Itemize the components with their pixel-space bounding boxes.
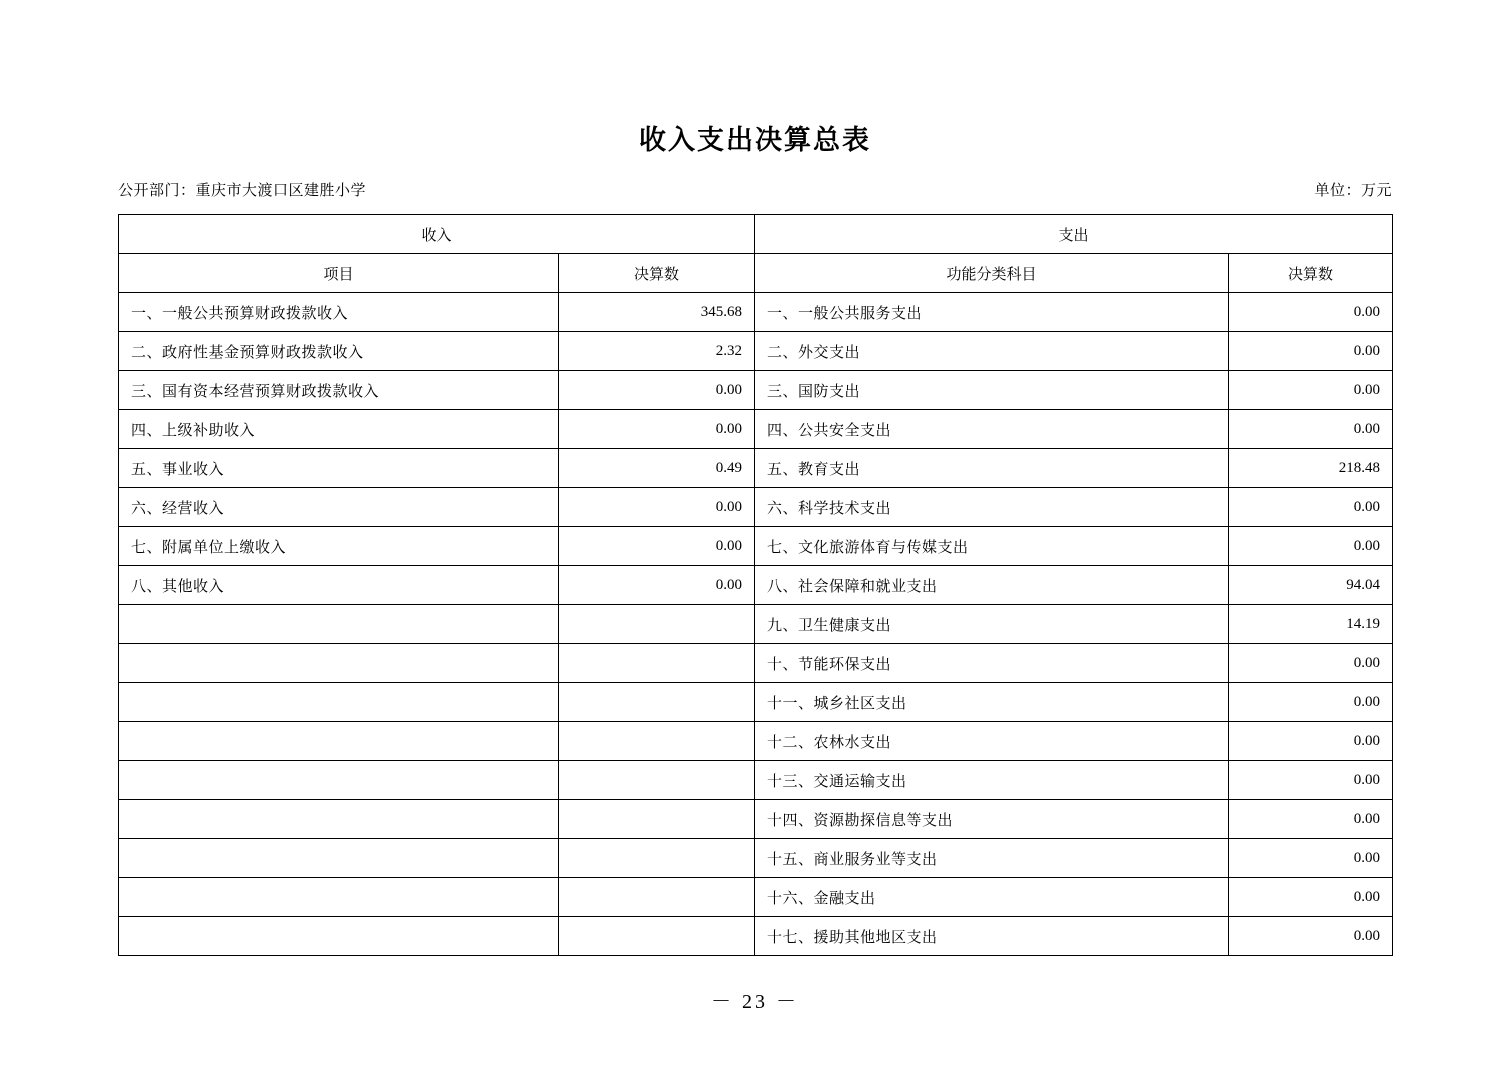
table-row (119, 683, 1393, 722)
expenditure-amount-cell: 0.00 (1229, 293, 1393, 332)
expenditure-amount-cell: 0.00 (1229, 527, 1393, 566)
expenditure-item-cell: 十六、金融支出 (755, 878, 1229, 917)
expenditure-item-cell: 二、外交支出 (755, 332, 1229, 371)
income-amount-cell: 0.00 (559, 488, 755, 527)
income-amount-cell (559, 683, 755, 722)
column-header-income-amount: 决算数 (559, 254, 755, 293)
table-row (119, 722, 1393, 761)
table-row (119, 839, 1393, 878)
income-item-cell (119, 878, 559, 917)
expenditure-amount-cell: 14.19 (1229, 605, 1393, 644)
expenditure-amount-cell: 0.00 (1229, 917, 1393, 956)
income-amount-cell (559, 917, 755, 956)
expenditure-item-cell: 十二、农林水支出 (755, 722, 1229, 761)
expenditure-item-cell: 十四、资源勘探信息等支出 (755, 800, 1229, 839)
income-item-cell (119, 761, 559, 800)
income-item-cell: 七、附属单位上缴收入 (119, 527, 559, 566)
expenditure-item-cell: 四、公共安全支出 (755, 410, 1229, 449)
income-item-cell (119, 722, 559, 761)
expenditure-amount-cell: 0.00 (1229, 683, 1393, 722)
income-amount-cell (559, 722, 755, 761)
income-item-cell: 二、政府性基金预算财政拨款收入 (119, 332, 559, 371)
table-row (119, 332, 1393, 371)
table-row (119, 644, 1393, 683)
table-row (119, 605, 1393, 644)
income-amount-cell: 0.00 (559, 410, 755, 449)
table-row (119, 449, 1393, 488)
income-amount-cell: 2.32 (559, 332, 755, 371)
document-meta (118, 179, 1392, 200)
table-row (119, 800, 1393, 839)
expenditure-item-cell: 九、卫生健康支出 (755, 605, 1229, 644)
table-row (119, 371, 1393, 410)
table-row (119, 527, 1393, 566)
income-amount-cell: 345.68 (559, 293, 755, 332)
table-row (119, 488, 1393, 527)
department-label: 公开部门：重庆市大渡口区建胜小学 (118, 183, 367, 199)
expenditure-item-cell: 十一、城乡社区支出 (755, 683, 1229, 722)
income-item-cell (119, 683, 559, 722)
expenditure-item-cell: 十七、援助其他地区支出 (755, 917, 1229, 956)
table-row (119, 917, 1393, 956)
expenditure-amount-cell: 0.00 (1229, 371, 1393, 410)
income-amount-cell (559, 644, 755, 683)
expenditure-item-cell: 一、一般公共服务支出 (755, 293, 1229, 332)
income-item-cell: 五、事业收入 (119, 449, 559, 488)
expenditure-amount-cell: 0.00 (1229, 488, 1393, 527)
expenditure-amount-cell: 218.48 (1229, 449, 1393, 488)
income-amount-cell (559, 761, 755, 800)
income-amount-cell: 0.00 (559, 566, 755, 605)
income-item-cell (119, 917, 559, 956)
expenditure-item-cell: 三、国防支出 (755, 371, 1229, 410)
expenditure-item-cell: 五、教育支出 (755, 449, 1229, 488)
expenditure-amount-cell: 0.00 (1229, 644, 1393, 683)
unit-label: 单位：万元 (1314, 183, 1392, 199)
income-amount-cell: 0.00 (559, 371, 755, 410)
expenditure-amount-cell: 0.00 (1229, 722, 1393, 761)
group-header-expenditure: 支出 (755, 215, 1393, 254)
income-amount-cell (559, 800, 755, 839)
page-title: 收入支出决算总表 (639, 125, 871, 156)
income-amount-cell: 0.00 (559, 527, 755, 566)
income-amount-cell (559, 605, 755, 644)
income-item-cell (119, 644, 559, 683)
table-row (119, 566, 1393, 605)
expenditure-amount-cell: 0.00 (1229, 878, 1393, 917)
expenditure-amount-cell: 0.00 (1229, 800, 1393, 839)
table-body (119, 293, 1393, 956)
table-row (119, 410, 1393, 449)
expenditure-amount-cell: 0.00 (1229, 839, 1393, 878)
expenditure-amount-cell: 0.00 (1229, 410, 1393, 449)
expenditure-amount-cell: 0.00 (1229, 332, 1393, 371)
income-amount-cell: 0.49 (559, 449, 755, 488)
column-header-expenditure-item: 功能分类科目 (755, 254, 1229, 293)
income-item-cell: 四、上级补助收入 (119, 410, 559, 449)
expenditure-item-cell: 六、科学技术支出 (755, 488, 1229, 527)
expenditure-item-cell: 十、节能环保支出 (755, 644, 1229, 683)
column-header-income-item: 项目 (119, 254, 559, 293)
income-item-cell (119, 605, 559, 644)
column-header-expenditure-amount: 决算数 (1229, 254, 1393, 293)
income-item-cell: 六、经营收入 (119, 488, 559, 527)
table-row (119, 293, 1393, 332)
income-item-cell: 八、其他收入 (119, 566, 559, 605)
table-row (119, 761, 1393, 800)
expenditure-amount-cell: 94.04 (1229, 566, 1393, 605)
table-row (119, 878, 1393, 917)
expenditure-item-cell: 十五、商业服务业等支出 (755, 839, 1229, 878)
income-item-cell: 三、国有资本经营预算财政拨款收入 (119, 371, 559, 410)
table-column-header-row (119, 254, 1393, 293)
income-item-cell (119, 839, 559, 878)
page-number: － 23 － (711, 991, 799, 1013)
expenditure-item-cell: 八、社会保障和就业支出 (755, 566, 1229, 605)
income-item-cell: 一、一般公共预算财政拨款收入 (119, 293, 559, 332)
income-expenditure-table (118, 214, 1393, 956)
expenditure-item-cell: 七、文化旅游体育与传媒支出 (755, 527, 1229, 566)
expenditure-amount-cell: 0.00 (1229, 761, 1393, 800)
expenditure-item-cell: 十三、交通运输支出 (755, 761, 1229, 800)
table-group-header-row (119, 215, 1393, 254)
income-item-cell (119, 800, 559, 839)
income-amount-cell (559, 878, 755, 917)
income-amount-cell (559, 839, 755, 878)
group-header-income: 收入 (119, 215, 755, 254)
